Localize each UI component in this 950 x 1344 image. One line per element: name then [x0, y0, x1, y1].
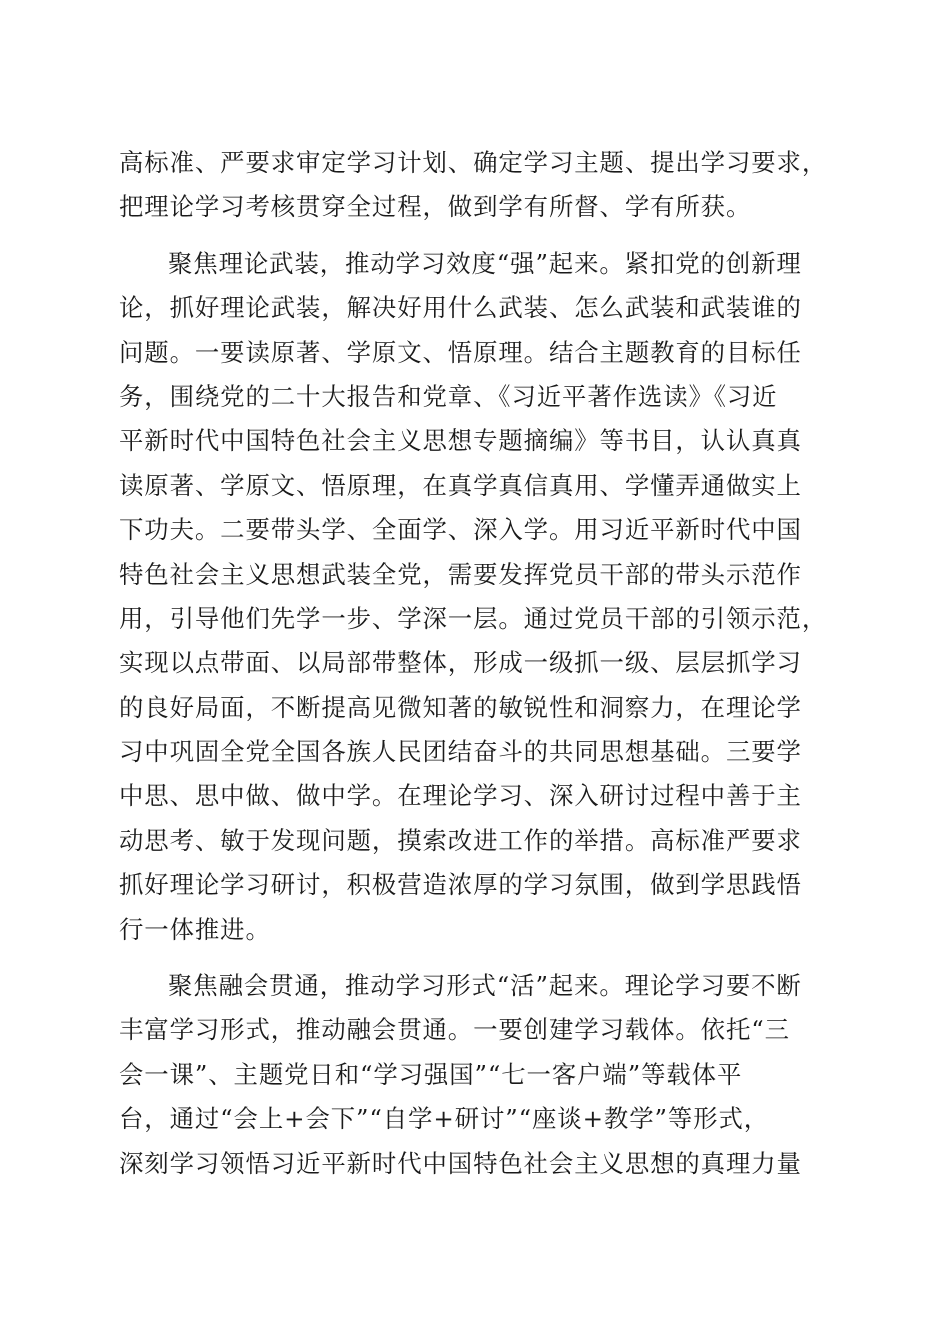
text-line: 行一体推进。: [119, 914, 271, 944]
paragraph-3: [119, 964, 835, 1186]
text-line: 用，引导他们先学一步、学深一层。通过党员干部的引领示范，: [119, 603, 828, 633]
text-line: 下功夫。二要带头学、全面学、深入学。用习近平新时代中国: [119, 515, 802, 545]
text-line: 的良好局面，不断提高见微知著的敏锐性和洞察力，在理论学: [119, 692, 802, 722]
paragraph-2: [119, 242, 835, 952]
text-line: 丰富学习形式，推动融会贯通。一要创建学习载体。依托“三: [119, 1015, 790, 1045]
text-line: 高标准、严要求审定学习计划、确定学习主题、提出学习要求，: [119, 148, 828, 177]
text-line: 习中巩固全党全国各族人民团结奋斗的共同思想基础。三要学: [119, 737, 802, 767]
text-line: 读原著、学原文、悟原理，在真学真信真用、学懂弄通做实上: [119, 470, 802, 500]
paragraph-1: [119, 141, 835, 230]
text-line: 聚焦理论武装，推动学习效度“强”起来。紧扣党的创新理: [168, 248, 802, 278]
text-line: 中思、思中做、做中学。在理论学习、深入研讨过程中善于主: [119, 781, 802, 811]
text-line: 务，围绕党的二十大报告和党章、《习近平著作选读》《习近: [119, 381, 778, 411]
text-line: 论，抓好理论武装，解决好用什么武装、怎么武装和武装谁的: [119, 293, 802, 323]
text-line: 问题。一要读原著、学原文、悟原理。结合主题教育的目标任: [119, 337, 802, 367]
body-text: [119, 141, 835, 1186]
text-line: 深刻学习领悟习近平新时代中国特色社会主义思想的真理力量: [119, 1148, 802, 1178]
text-line: 聚焦融会贯通，推动学习形式“活”起来。理论学习要不断: [168, 971, 802, 1001]
text-line: 动思考、敏于发现问题，摸索改进工作的举措。高标准严要求: [119, 825, 802, 855]
paragraph-spacer: [119, 230, 835, 242]
text-line: 特色社会主义思想武装全党，需要发挥党员干部的带头示范作: [119, 559, 802, 589]
text-line: 抓好理论学习研讨，积极营造浓厚的学习氛围，做到学思践悟: [119, 870, 802, 900]
paragraph-spacer: [119, 952, 835, 964]
text-line: 实现以点带面、以局部带整体，形成一级抓一级、层层抓学习: [119, 648, 802, 678]
text-line: 平新时代中国特色社会主义思想专题摘编》等书目，认认真真: [119, 426, 802, 456]
text-line: 会一课”、主题党日和“学习强国”“七一客户端”等载体平: [119, 1059, 743, 1089]
text-line: 台，通过“会上+会下”“自学+研讨”“座谈+教学”等形式，: [119, 1104, 770, 1134]
text-line: 把理论学习考核贯穿全过程，做到学有所督、学有所获。: [119, 192, 752, 222]
